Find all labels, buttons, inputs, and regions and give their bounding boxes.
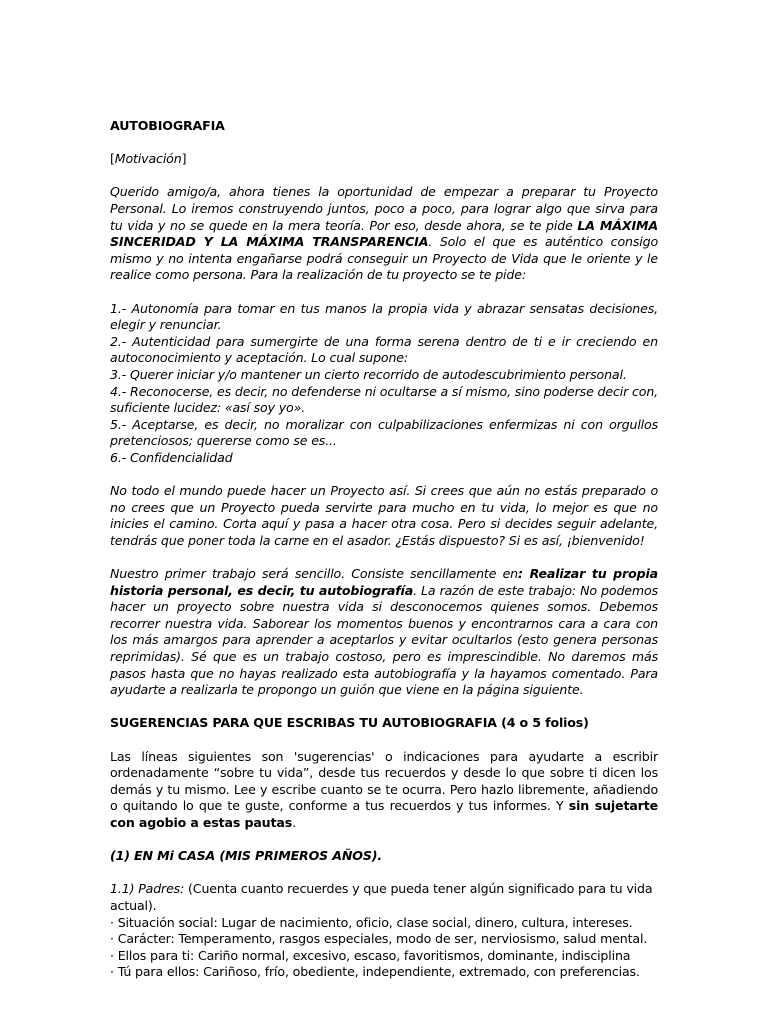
first-task-text-bold: : Realizar tu propia historia personal, es decir, tu autobiografía [110, 566, 658, 598]
parents-section [110, 881, 658, 981]
first-task-paragraph [110, 566, 658, 699]
first-task-text-a: Nuestro primer trabajo será sencillo. Consiste sencillamente en [110, 566, 519, 582]
intro-paragraph [110, 184, 658, 284]
list-item: · Carácter: Temperamento, rasgos especiales, modo de ser, nerviosismo, salud mental. [110, 931, 648, 947]
parents-line [110, 881, 658, 914]
suggestions-text-c: . [292, 814, 296, 830]
intro-text-c: . Solo el que es auténtico consigo mismo y no intenta engañarse podrá conseguir un Proyecto de Vida que le oriente y le realice como persona. Para la realización de tu proyecto se te pide: [110, 234, 658, 283]
list-item: 6.- Confidencialidad [110, 449, 233, 465]
warning-paragraph: No todo el mundo puede hacer un Proyecto así. Si crees que aún no estás preparado o no crees que un Proyecto pueda servirte para mucho en tu vida, lo mejor es que no inicies el camino. Corta aquí y pasa a hacer otra cosa. Pero si decides seguir adelante, tendrás que poner toda la carne en el asador. ¿Estás dispuesto? Si es así, ¡bienvenido! [110, 483, 658, 548]
requirements-list [110, 301, 658, 467]
parents-label: 1.1) Padres: [110, 881, 185, 897]
list-item: · Situación social: Lugar de nacimiento, oficio, clase social, dinero, cultura, intereses. [110, 914, 633, 930]
list-item: · Ellos para ti: Cariño normal, excesivo, escaso, favoritismos, dominante, indisciplina [110, 947, 631, 963]
motivation-open-bracket: [ [110, 151, 115, 167]
suggestions-paragraph [110, 749, 658, 832]
first-task-text-c: . La razón de este trabajo: No podemos hacer un proyecto sobre nuestra vida si desconocemos quienes somos. Debemos recorrer nuestra vida. Saborear los momentos buenos y encontrarnos cara a cara con los más amargos para aprender a aceptarlos y evitar ocultarlos (esto genera personas reprimidas). Sé que es un trabajo costoso, pero es imprescindible. No daremos más pasos hasta que no hayas realizado esta autobiografía y la hayamos comentado. Para ayudarte a realizarla te propongo un guión que viene en la página siguiente. [110, 582, 658, 698]
document-title: AUTOBIOGRAFIA [110, 118, 225, 133]
parents-text: (Cuenta cuanto recuerdes y que pueda tener algún significado para tu vida actual). [110, 881, 653, 913]
list-item: 1.- Autonomía para tomar en tus manos la propia vida y abrazar sensatas decisiones, elegir y renunciar. [110, 300, 658, 333]
section-heading-home: (1) EN Mi CASA (MIS PRIMEROS AÑOS). [110, 848, 382, 864]
list-item: · Tú para ellos: Cariñoso, frío, obediente, independiente, extremado, con preferencias. [110, 964, 640, 980]
intro-text-bold: LA MÁXIMA SINCERIDAD Y LA MÁXIMA TRANSPARENCIA [110, 217, 658, 250]
suggestions-heading: SUGERENCIAS PARA QUE ESCRIBAS TU AUTOBIOGRAFIA (4 o 5 folios) [110, 715, 589, 731]
list-item: 2.- Autenticidad para sumergirte de una forma serena dentro de ti e ir creciendo en autoconocimiento y aceptación. Lo cual supone: [110, 333, 658, 366]
list-item: 4.- Reconocerse, es decir, no defenderse ni ocultarse a sí mismo, sino poderse decir con, suficiente lucidez: «así soy yo». [110, 383, 659, 416]
list-item: 5.- Aceptarse, es decir, no moralizar con culpabilizaciones enfermizas ni con orgullos pretenciosos; quererse como se es... [110, 416, 658, 449]
suggestions-text-bold: sin sujetarte con agobio a estas pautas [110, 798, 658, 830]
motivation-word: Motivación [114, 151, 182, 167]
list-item: 3.- Querer iniciar y/o mantener un cierto recorrido de autodescubrimiento personal. [110, 366, 627, 382]
motivation-close-bracket: ] [181, 151, 187, 167]
suggestions-text-a: Las líneas siguientes son 'sugerencias' o indicaciones para ayudarte a escribir ordenadamente “sobre tu vida”, desde tus recuerdos y desde lo que sobre ti dicen los demás y tu mismo. Lee y escribe cuanto se te ocurra. Pero hazlo libremente, añadiendo o quitando lo que te guste, conforme a tus recuerdos y tus informes. Y [110, 748, 658, 814]
intro-text-a: Querido amigo/a, ahora tienes la oportunidad de empezar a preparar tu Proyecto Personal. Lo iremos construyendo juntos, poco a poco, para lograr algo que sirva para tu vida y no se quede en la mera teoría. Por eso, desde ahora, se te pide [110, 184, 658, 233]
motivation-tag [110, 151, 658, 168]
